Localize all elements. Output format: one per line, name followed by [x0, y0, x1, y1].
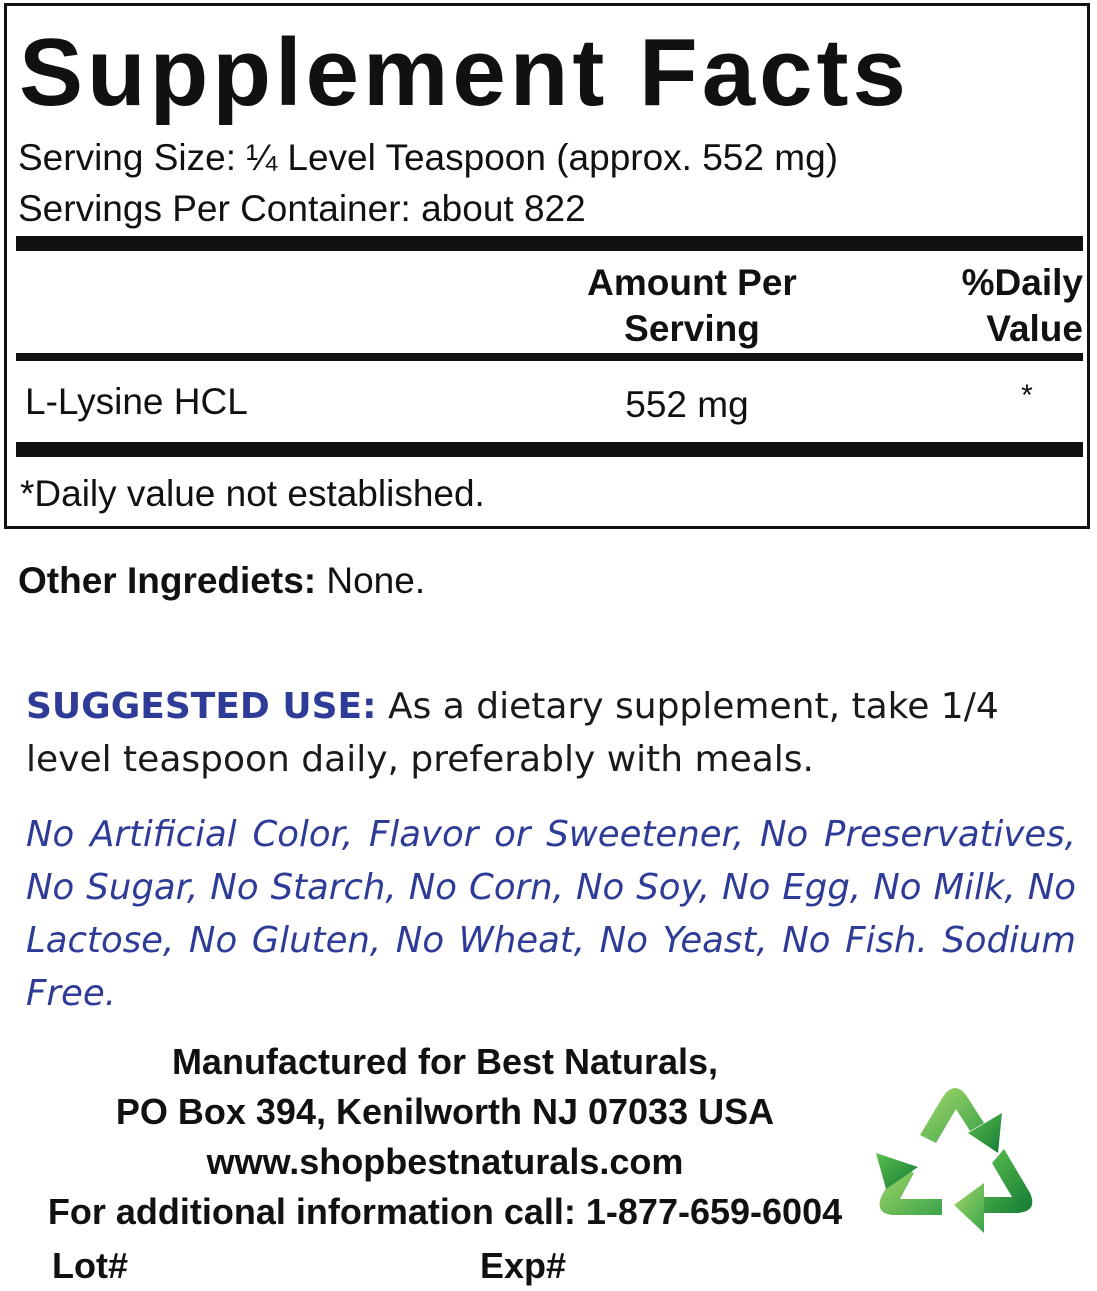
recycle-icon: [872, 1083, 1038, 1241]
other-ingredients-value: None.: [316, 560, 426, 601]
dv-header-line1: %Daily: [961, 262, 1083, 303]
recycle-arrow-right: [954, 1149, 1032, 1233]
manufacturer-address: PO Box 394, Kenilworth NJ 07033 USA: [115, 1091, 775, 1132]
suggested-use-label: SUGGESTED USE:: [26, 686, 377, 727]
manufacturer-info: [40, 1037, 850, 1237]
suggested-use: [26, 680, 1086, 786]
servings-per-container: Servings Per Container: about 822: [18, 188, 586, 229]
recycle-arrow-top: [920, 1088, 1002, 1153]
amount-per-serving-header: [567, 260, 817, 352]
lot-number-label: Lot#: [52, 1245, 128, 1286]
facts-title: Supplement Facts: [19, 19, 910, 126]
thick-divider-bottom: [16, 442, 1083, 457]
other-ingredients-label: Other Ingrediets:: [18, 560, 317, 601]
dv-header-line2: Value: [986, 308, 1083, 349]
nutrient-name: L-Lysine HCL: [25, 381, 248, 422]
manufacturer-phone: For additional information call: 1-877-659-6004: [47, 1191, 843, 1232]
nutrient-amount: 552 mg: [625, 384, 749, 425]
header-divider: [16, 353, 1083, 361]
nutrient-daily-value: *: [1021, 379, 1033, 412]
supplement-facts-panel: [4, 3, 1090, 529]
daily-value-footnote: *Daily value not established.: [20, 473, 485, 514]
thick-divider-top: [16, 236, 1083, 251]
suggested-use-text: As a dietary supplement, take 1/4 level teaspoon daily, preferably with meals.: [26, 686, 999, 780]
daily-value-header: [937, 260, 1097, 352]
other-ingredients: [18, 558, 425, 604]
manufacturer-line: Manufactured for Best Naturals,: [171, 1041, 719, 1082]
amount-header-line1: Amount Per: [587, 262, 797, 303]
amount-header-line2: Serving: [624, 308, 760, 349]
recycle-arrow-left: [876, 1153, 942, 1215]
free-from-statement: No Artificial Color, Flavor or Sweetener, No Preservatives, No Sugar, No Starch, No Corn, No Soy, No Egg, No Milk, No Lactose, No Gluten, No Wheat, No Yeast, No Fish. Sodium Free.: [26, 814, 1076, 1014]
manufacturer-website: www.shopbestnaturals.com: [206, 1141, 684, 1182]
expiration-label: Exp#: [480, 1245, 567, 1286]
serving-size: Serving Size: ¼ Level Teaspoon (approx. 552 mg): [18, 137, 838, 178]
